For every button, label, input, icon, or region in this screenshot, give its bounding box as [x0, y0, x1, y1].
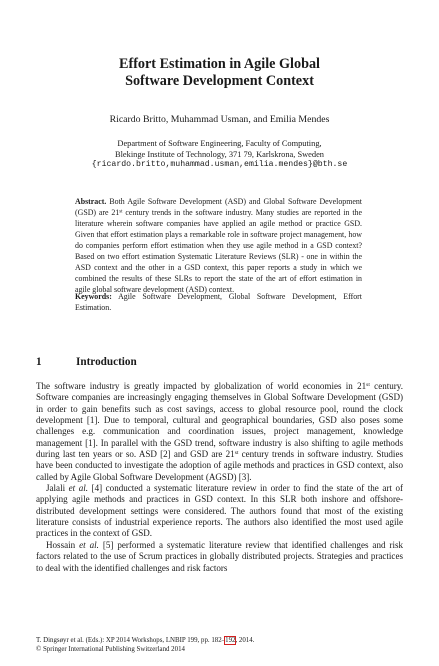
paragraph-1-text-c: century trends in software industry. Studies have been conducted to investigate the adoption of agile methods and practices in GSD context, also called by Agile Global Software Development (AGSD) [3].: [36, 449, 403, 482]
section-title: Introduction: [76, 356, 137, 368]
abstract-label: Abstract.: [75, 197, 107, 206]
paragraph-2-author: Jalali: [46, 483, 69, 494]
citation-text: T. Dingsøyr et al. (Eds.): XP 2014 Workshops, LNBIP 199, pp. 182–: [36, 637, 226, 644]
abstract-text-1: Both Agile Software Development (ASD) and Global Software Development (GSD) are 21: [75, 197, 362, 217]
abstract-text-2: century trends in the software industry. Many studies are reported in the literature wherein software companies have applied an agile method or practice GSD. Given that effort estimation plays a remarkable role in software project management, how do companies perform effort estimation when they use agile method in a GSD context? Based on two effort estimation Systematic Literature Reviews (SLR) - one in within the ASD context and the other in a GSD context, this paper reports a study in which we combined the results of these SLRs to report the state of the art of effort estimation in agile global software development (ASD) context.: [75, 208, 362, 294]
section-number: 1: [36, 356, 42, 368]
paragraph-1: [36, 381, 403, 483]
paper-title: [0, 56, 439, 90]
paragraph-3-etal: et al.: [79, 539, 99, 550]
keywords-label: Keywords:: [75, 292, 112, 301]
paragraph-1-sup-a: st: [366, 381, 370, 388]
section-heading: [36, 356, 137, 369]
author-list: Ricardo Britto, Muhammad Usman, and Emilia Mendes: [109, 114, 330, 125]
paragraph-1-text-b: century. Software companies are increasingly engaging themselves in Global Software Development (GSD) in order to gain benefits such as cost savings, access to global resource pool, round the clock development [1]. Due to temporal, cultural and geographical boundaries, GSD also poses some challenges e.g. communication and coordination issues, project management, knowledge management [1]. In parallel with the GSD trend, software industry is also shifting to agile methods during last ten years or so. ASD [2] and GSD are 21: [36, 381, 403, 460]
keywords: [75, 291, 362, 313]
page-range-link[interactable]: 192: [225, 637, 236, 644]
paragraph-2-text: [4] conducted a systematic literature review in order to find the state of the art of applying agile methods and practices in GSD context. In this SLR both inshore and offshore-distributed development settings were considered. The authors found that most of the existing literature consists of industrial experience reports. The authors also identified the most used agile practices in the context of GSD.: [36, 483, 403, 539]
title-line-1: Effort Estimation in Agile Global: [119, 56, 320, 72]
paragraph-3-author: Hossain: [46, 539, 80, 550]
paragraph-3-text: [5] performed a systematic literature review that identified challenges and risk factors related to the use of Scrum practices in globally distributed projects. Strategies and practices to deal with the identified challenges and risk factors: [36, 539, 404, 573]
paragraph-2-etal: et al.: [68, 483, 89, 494]
paragraph-3: [36, 540, 403, 574]
keywords-text: Agile Software Development, Global Software Development, Effort Estimation.: [75, 292, 362, 312]
title-line-2: Software Development Context: [125, 73, 314, 89]
section-body: [36, 381, 403, 574]
citation-year: , 2014.: [235, 637, 255, 644]
paragraph-1-text-a: The software industry is greatly impacted by globalization of world economies in 21: [36, 381, 367, 391]
abstract-superscript: st: [119, 209, 123, 215]
author-emails: {ricardo.britto,muhammad.usman,emilia.mendes}@bth.se: [91, 160, 348, 170]
abstract: [75, 196, 362, 295]
copyright-line: © Springer International Publishing Switzerland 2014: [36, 645, 185, 653]
paragraph-2: [36, 483, 403, 540]
affiliation: [0, 139, 439, 171]
paragraph-1-sup-b: st: [234, 449, 239, 456]
affiliation-line-2: Blekinge Institute of Technology, 371 79, Karlskrona, Sweden: [115, 149, 324, 159]
citation-line: [36, 637, 254, 646]
page-footer: [36, 637, 254, 654]
affiliation-line-1: Department of Software Engineering, Faculty of Computing,: [117, 139, 322, 148]
